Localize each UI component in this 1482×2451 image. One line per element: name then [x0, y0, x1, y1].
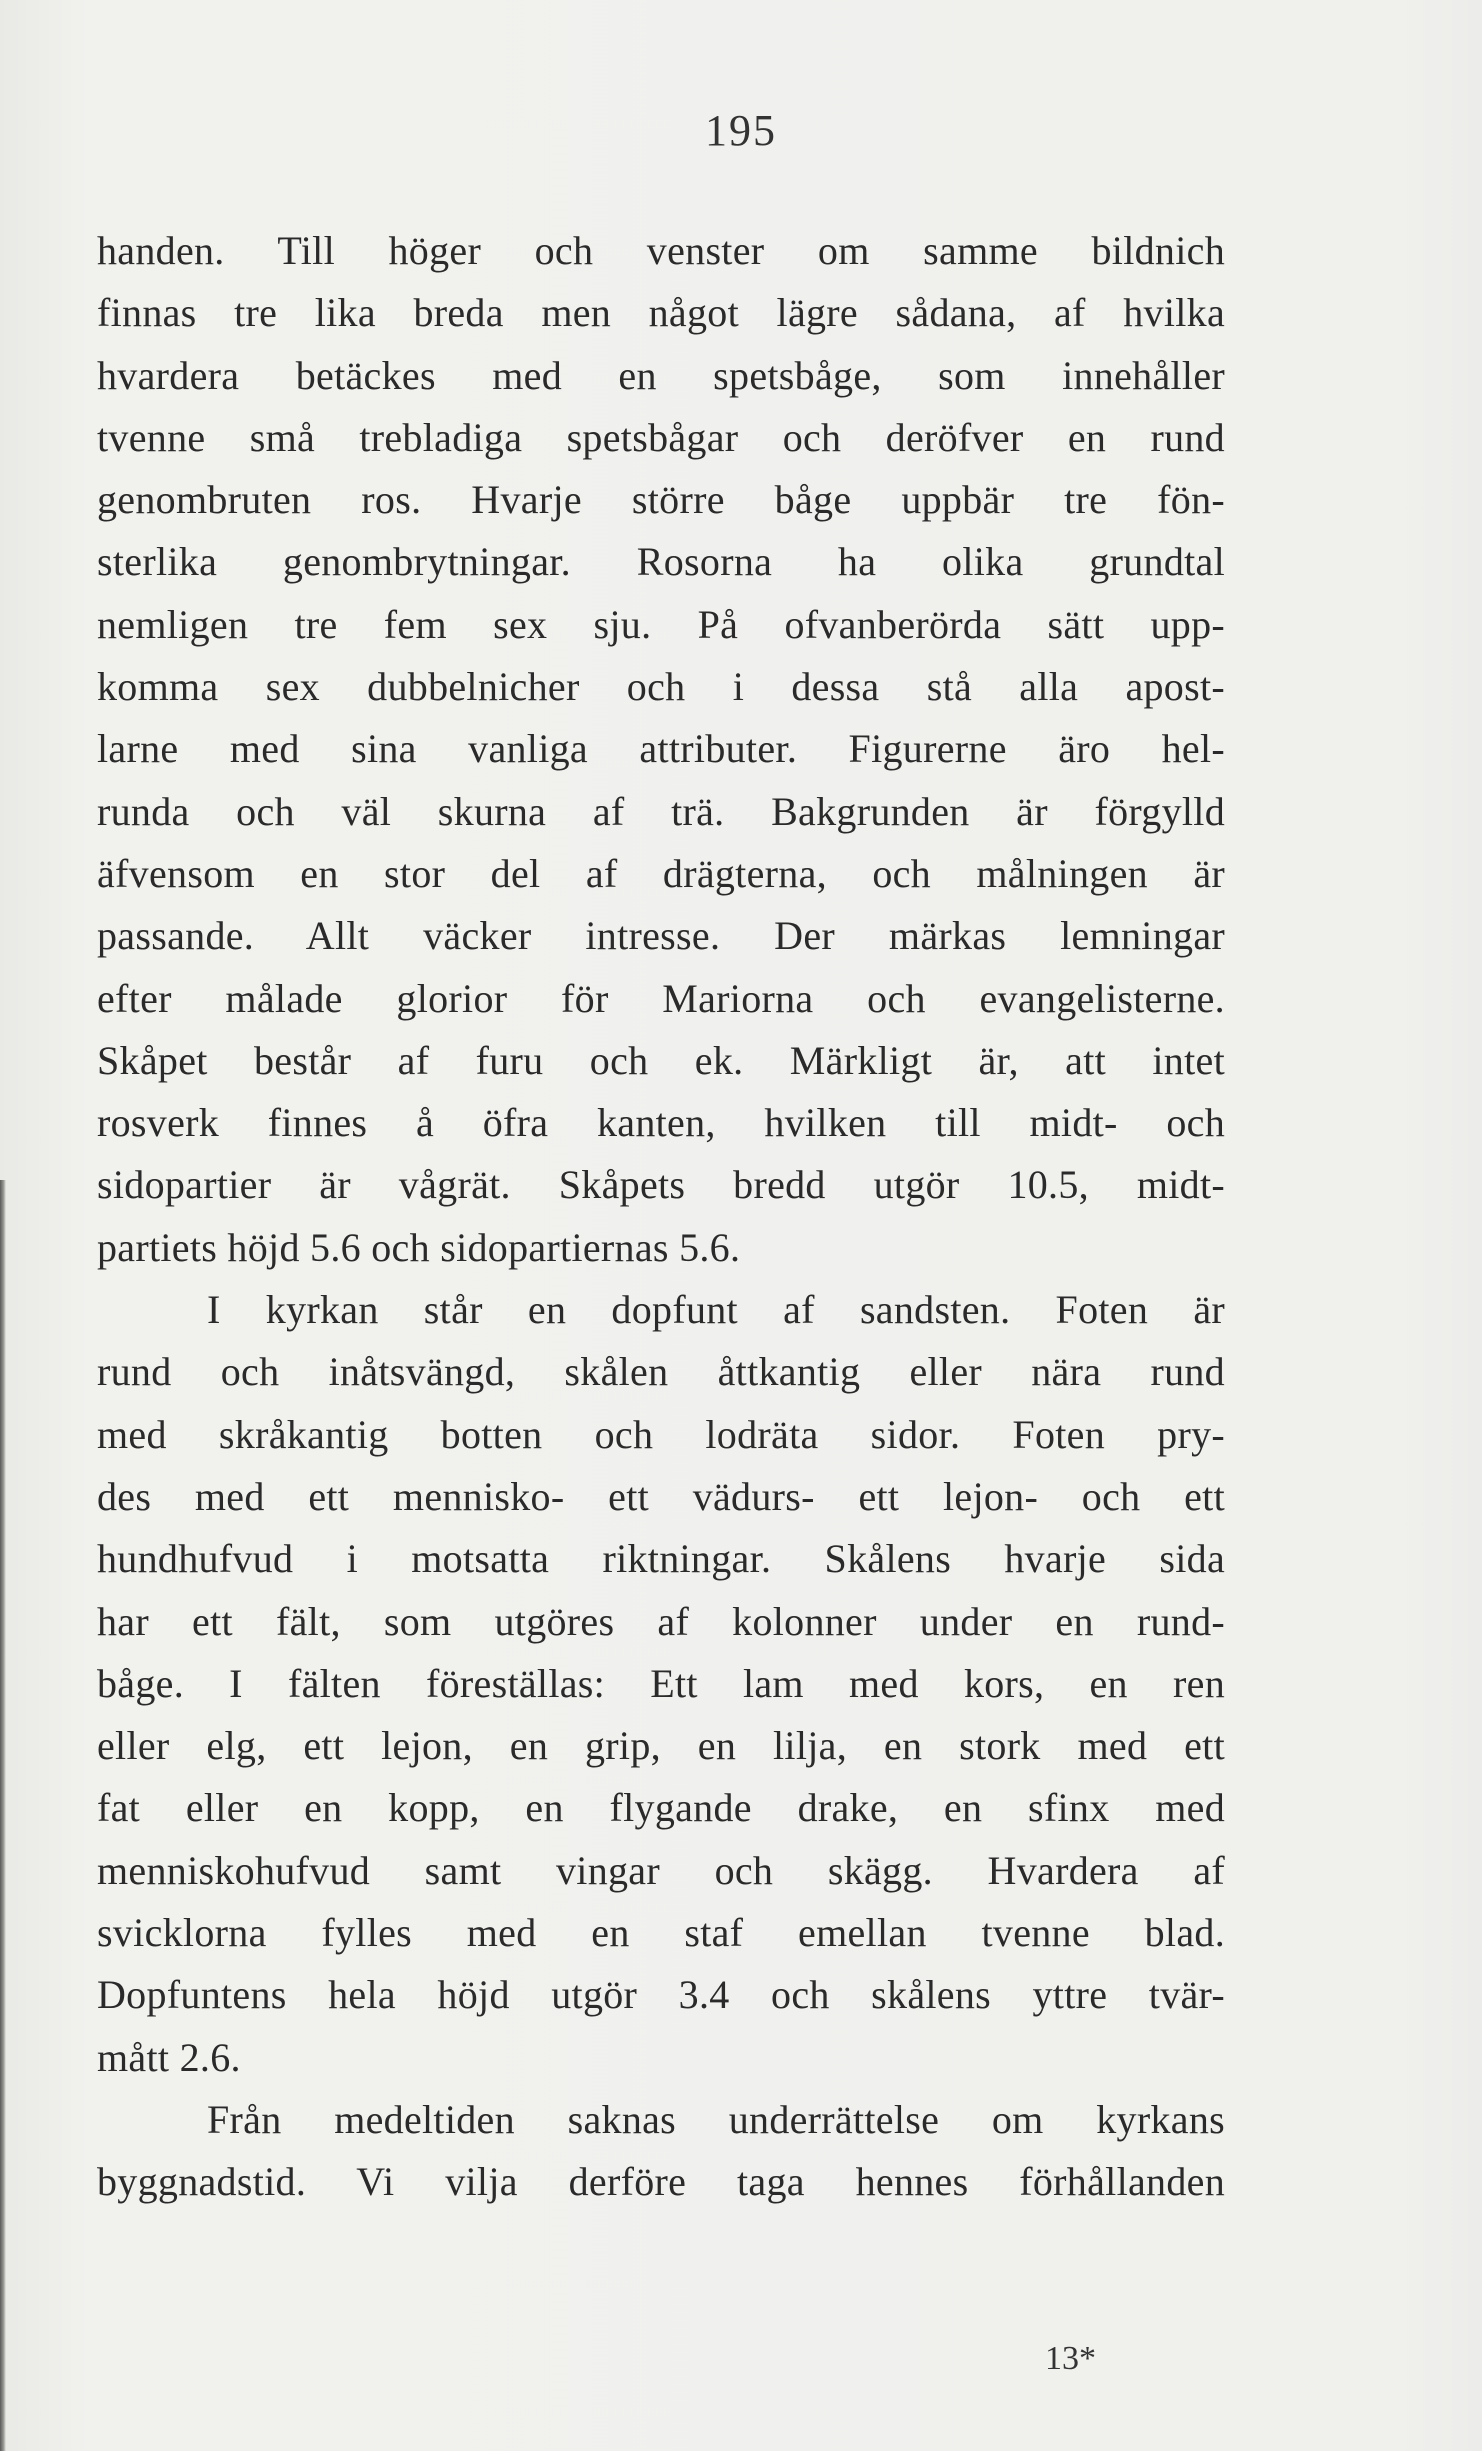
text-line: efter målade glorior för Mariorna och evangelisterne. [97, 975, 1225, 1021]
text-line: svicklorna fylles med en staf emellan tvenne blad. [97, 1910, 1225, 1956]
text-line: Skåpet består af furu och ek. Märkligt är, att intet [97, 1037, 1225, 1083]
page-number: 195 [705, 106, 777, 155]
body-text [97, 220, 1225, 2214]
text-line: har ett fält, som utgöres af kolonner under en rund- [97, 1598, 1225, 1644]
text-line: Från medeltiden saknas underrättelse om kyrkans [207, 2096, 1225, 2142]
text-line: mått 2.6. [97, 2034, 241, 2080]
text-line: hvardera betäckes med en spetsbåge, som innehåller [97, 352, 1225, 398]
text-line: äfvensom en stor del af drägterna, och målningen är [97, 850, 1225, 896]
text-line: partiets höjd 5.6 och sidopartiernas 5.6. [97, 1224, 741, 1270]
signature-mark: 13* [1045, 2340, 1096, 2377]
text-line: komma sex dubbelnicher och i dessa stå alla apost- [97, 664, 1225, 710]
text-line: passande. Allt väcker intresse. Der märkas lemningar [97, 913, 1225, 959]
text-line: eller elg, ett lejon, en grip, en lilja, en stork med ett [97, 1723, 1225, 1769]
text-line: tvenne små trebladiga spetsbågar och deröfver en rund [97, 414, 1225, 460]
text-line: des med ett mennisko- ett vädurs- ett lejon- och ett [97, 1473, 1225, 1519]
text-line: sterlika genombrytningar. Rosorna ha olika grundtal [97, 539, 1225, 585]
text-line: rosverk finnes å öfra kanten, hvilken till midt- och [97, 1100, 1225, 1146]
text-line: larne med sina vanliga attributer. Figurerne äro hel- [97, 726, 1225, 772]
text-line: Dopfuntens hela höjd utgör 3.4 och skålens yttre tvär- [97, 1972, 1225, 2018]
text-line: byggnadstid. Vi vilja derföre taga hennes förhållanden [97, 2159, 1225, 2205]
text-line: I kyrkan står en dopfunt af sandsten. Foten är [207, 1287, 1225, 1333]
text-line: med skråkantig botten och lodräta sidor. Foten pry- [97, 1411, 1225, 1457]
text-line: genombruten ros. Hvarje större båge uppbär tre fön- [97, 477, 1225, 523]
text-line: rund och inåtsvängd, skålen åttkantig eller nära rund [97, 1349, 1225, 1395]
page-spine-shadow [0, 1180, 6, 2451]
text-line: hundhufvud i motsatta riktningar. Skålens hvarje sida [97, 1536, 1225, 1582]
text-line: nemligen tre fem sex sju. På ofvanberörda sätt upp- [97, 601, 1225, 647]
text-line: runda och väl skurna af trä. Bakgrunden är förgylld [97, 788, 1225, 834]
text-line: menniskohufvud samt vingar och skägg. Hvardera af [97, 1847, 1225, 1893]
text-line: fat eller en kopp, en flygande drake, en sfinx med [97, 1785, 1225, 1831]
text-line: finnas tre lika breda men något lägre sådana, af hvilka [97, 290, 1225, 336]
text-line: båge. I fälten föreställas: Ett lam med kors, en ren [97, 1660, 1225, 1706]
text-line: sidopartier är vågrät. Skåpets bredd utgör 10.5, midt- [97, 1162, 1225, 1208]
text-line: handen. Till höger och venster om samme bildnich [97, 228, 1225, 273]
